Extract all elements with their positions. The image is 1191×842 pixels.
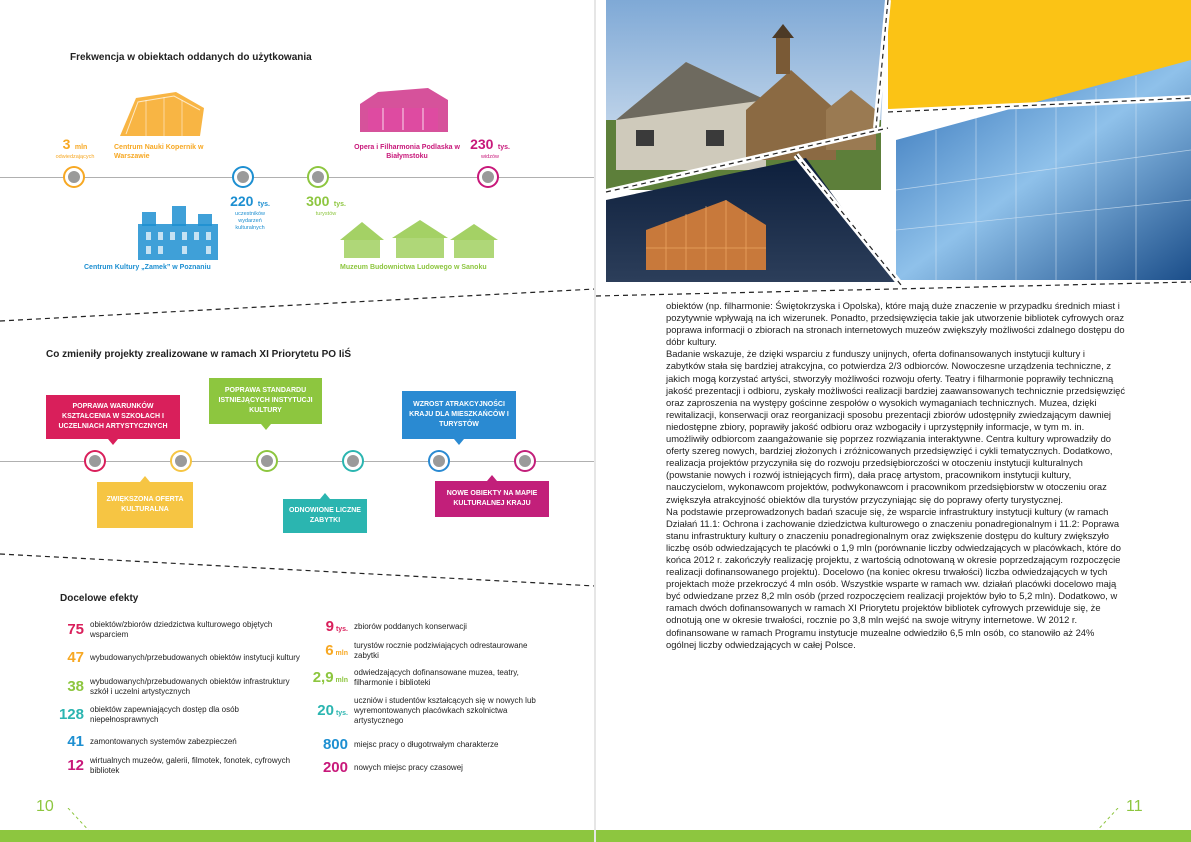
bubble-poprawa-warunkow: POPRAWA WARUNKÓW KSZTAŁCENIA W SZKOŁACH I UCZELNIACH ARTYSTYCZNYCH <box>46 395 180 439</box>
effect-text: zamontowanych systemów zabezpieczeń <box>90 737 237 746</box>
effect-value: 128 <box>58 706 84 723</box>
body-text <box>666 300 1126 651</box>
effect-value: 6 <box>325 642 334 659</box>
stat-unit: tys. <box>497 144 510 151</box>
zamek-illustration <box>134 204 222 262</box>
stat-unit: tys. <box>257 201 270 208</box>
timeline-dot <box>65 168 83 186</box>
bubble-wzrost-atrakcyjnosci: WZROST ATRAKCYJNOŚCI KRAJU DLA MIESZKAŃCÓW I TURYSTÓW <box>402 391 516 439</box>
effect-unit: tys. <box>335 710 348 717</box>
effect-row <box>300 641 554 661</box>
effect-text: odwiedzających dofinansowane muzea, teatry, filharmonie i biblioteki <box>354 668 519 687</box>
effect-number <box>52 649 84 667</box>
stat-desc: widzów <box>480 154 500 160</box>
timeline-dot <box>430 452 448 470</box>
timeline-dot <box>234 168 252 186</box>
bubble-zwiekszona-oferta: ZWIĘKSZONA OFERTA KULTURALNA <box>97 482 193 528</box>
stat-number: 230 <box>470 136 494 152</box>
attendance-stat-3 <box>298 193 354 218</box>
stat-desc: turystów <box>315 211 337 217</box>
left-page <box>0 0 595 842</box>
effect-unit: tys. <box>335 626 348 633</box>
effect-text: zbiorów poddanych konserwacji <box>354 622 467 631</box>
effect-text: wybudowanych/przebudowanych obiektów instytucji kultury <box>90 653 300 662</box>
effect-number <box>300 669 348 687</box>
footer-bar <box>596 830 1191 842</box>
stat-unit: mln <box>74 144 88 151</box>
skansen-illustration <box>340 218 500 260</box>
effect-row <box>300 668 554 688</box>
effect-text: wybudowanych/przebudowanych obiektów infrastruktury szkół i uczelni artystycznych <box>90 677 290 696</box>
stat-number: 3 <box>62 136 71 152</box>
effect-number <box>300 618 348 636</box>
effect-text: turystów rocznie podziwiających odrestaurowane zabytki <box>354 641 528 660</box>
bubble-nowe-obiekty: NOWE OBIEKTY NA MAPIE KULTURALNEJ KRAJU <box>435 481 549 517</box>
opera-illustration <box>358 86 450 134</box>
timeline-dot <box>516 452 534 470</box>
effect-value: 75 <box>67 621 84 638</box>
effect-number <box>52 757 84 775</box>
effect-row <box>52 756 300 776</box>
effect-value: 47 <box>67 649 84 666</box>
effect-number <box>52 621 84 639</box>
effect-value: 38 <box>67 678 84 695</box>
page-number: 11 <box>1126 798 1143 815</box>
timeline-dot <box>258 452 276 470</box>
stat-number: 220 <box>230 193 254 209</box>
effect-value: 800 <box>322 736 348 753</box>
effect-row <box>52 649 300 667</box>
effect-text: uczniów i studentów kształcących się w nowych lub wyremontowanych placówkach szkolnictwa artystycznego <box>354 696 536 725</box>
effect-text: wirtualnych muzeów, galerii, filmotek, fonotek, cyfrowych bibliotek <box>90 756 291 775</box>
attendance-title: Frekwencja w obiektach oddanych do użytkowania <box>70 52 312 63</box>
copernicus-illustration <box>116 88 208 140</box>
effect-unit: mln <box>335 650 348 657</box>
timeline-dot <box>86 452 104 470</box>
effect-text: obiektów/zbiorów dziedzictwa kulturowego objętych wsparciem <box>90 620 273 639</box>
stat-number: 300 <box>306 193 330 209</box>
effect-row <box>52 677 300 697</box>
projects-title: Co zmieniły projekty zrealizowane w ramach XI Priorytetu PO IiŚ <box>46 349 352 360</box>
attendance-stat-4 <box>462 136 518 161</box>
effect-row <box>52 620 300 640</box>
effect-value: 41 <box>67 733 84 750</box>
effect-number <box>300 736 348 754</box>
attendance-stat-2 <box>222 193 278 232</box>
attendance-name-1: Centrum Nauki Kopernik w Warszawie <box>114 144 204 160</box>
section-divider <box>0 550 595 590</box>
timeline-dot <box>344 452 362 470</box>
stat-desc: uczestników wydarzeń kulturalnych <box>235 211 265 231</box>
attendance-name-4: Opera i Filharmonia Podlaska w Białymstoku <box>354 144 460 160</box>
effect-value: 2,9 <box>312 669 334 686</box>
page-number: 10 <box>36 798 54 815</box>
attendance-stat-1 <box>50 136 100 161</box>
timeline-dot <box>309 168 327 186</box>
effect-number <box>300 702 348 720</box>
effect-row <box>52 733 300 751</box>
effect-number <box>52 733 84 751</box>
section-divider <box>0 285 595 325</box>
effect-unit: mln <box>335 677 348 684</box>
effect-value: 200 <box>322 759 348 776</box>
effect-row <box>300 736 554 754</box>
attendance-timeline <box>0 177 595 178</box>
stat-unit: tys. <box>333 201 346 208</box>
effect-row <box>52 705 300 725</box>
paragraph: obiektów (np. filharmonie: Świętokrzyska i Opolska), które mają duże znaczenie w przypadku średnich miast i pozytywnie wpływają na ich wizerunek. Ponadto, przedsięwzięcia takie jak utworzenie bibliotek cyfrowych oraz poprawa informacji o zbiorach na stronach internetowych muzeów zwiększyły możliwości zdalnego dostępu do dóbr kultury. <box>666 300 1125 348</box>
photo-bottom-divider <box>596 280 1191 300</box>
effect-number <box>52 678 84 696</box>
effect-row <box>300 759 554 777</box>
effect-number <box>300 759 348 777</box>
effects-title: Docelowe efekty <box>60 593 139 604</box>
effect-value: 12 <box>67 757 84 774</box>
effect-number <box>52 706 84 724</box>
paragraph: Badanie wskazuje, że dzięki wsparciu z funduszy unijnych, oferta dofinansowanych instytucji kultury i zabytków stała się bardziej atrakcyjna, co potwierdza 2/3 odbiorców. Nowoczesne urządzenia techniczne, z jakich mogą korzystać artyści, stworzyły możliwości rozwoju oferty. Teatry i filharmonie poprawiły techniczną jakość prezentacji i odbioru, zyskały możliwości realizacji bardziej zaawansowanych technicznie przedsięwzięć oraz zaproszenia na występy gościnne zespołów o wysokich wymaganiach technicznych. Muzea, dzięki rewitalizacji, konserwacji oraz reorganizacji sposobu prezentacji zbiorów udostępniły zwiedzającym dawniej niedostępne zbiory, poprawiły jakość odbioru oraz wzbogaciły i uprzystępniły informacje, w tym m. in. umożliwiły odbiorcom zaangażowanie się poprzez rozwiązania interaktywne. Centra kultury wprowadziły do oferty szereg nowych, bardziej złożonych i zróżnicowanych przedsięwzięć i cykli tematycznych. Dodatkowo, realizacja projektów przyczyniła się do rozwoju przedsiębiorczości w otoczeniu instytucji kulturalnych (powstanie nowych i rozwój istniejących firm), dała pracę artystom, pracownikom instytucji kultury, nauczycielom, wykonawcom projektów, podwykonawcom i pracownikom przedsiębiorstw w otoczeniu oraz zwiększyła atrakcyjność obiektów dla turystów przyczyniając się do poprawy oferty turystycznej. <box>666 348 1126 505</box>
stat-desc: odwiedzających <box>55 154 95 160</box>
timeline-dot <box>479 168 497 186</box>
photo-collage <box>596 0 1191 290</box>
effect-text: nowych miejsc pracy czasowej <box>354 763 463 772</box>
timeline-dot <box>172 452 190 470</box>
effect-row <box>300 696 554 726</box>
effect-number <box>300 642 348 660</box>
effect-row <box>300 618 554 636</box>
attendance-name-3: Muzeum Budownictwa Ludowego w Sanoku <box>340 264 487 271</box>
effect-text: obiektów zapewniających dostęp dla osób niepełnosprawnych <box>90 705 239 724</box>
bubble-poprawa-standardu: POPRAWA STANDARDU ISTNIEJĄCYCH INSTYTUCJI KULTURY <box>209 378 322 424</box>
effect-text: miejsc pracy o długotrwałym charakterze <box>354 740 499 749</box>
footer-bar <box>0 830 594 842</box>
bubble-odnowione-zabytki: ODNOWIONE LICZNE ZABYTKI <box>283 499 367 533</box>
effect-value: 9 <box>325 618 334 635</box>
effect-value: 20 <box>317 702 334 719</box>
paragraph: Na podstawie przeprowadzonych badań szacuje się, że wsparcie infrastruktury instytucji kultury (w ramach Działań 11.1: Ochrona i zachowanie dziedzictwa kulturowego o znaczeniu ponadregionalnym i 11.2: Poprawa stanu infrastruktury kultury o znaczeniu ponadregionalnym oraz zwiększenie dostępu do kultury zwiększyło liczbę osób odwiedzających te placówki o 1,9 mln (porównanie liczby odwiedzających w placówkach, które do końca 2012 r. zakończyły realizację projektu, z wartością odnotowaną w okresie poprzedzającym rozpoczęcie realizacji dofinansowanego projektu). Docelowo (na koniec okresu trwałości) liczba odwiedzających w tych projektach może przekroczyć 4 mln osób. Wszystkie wsparte w ramach ww. działań placówki docelowo mają być odwiedzane przez 8,2 mln osób (przed rozpoczęciem realizacji projektów było to 5,2 mln). Dodatkowo, w ramach dwóch dofinansowanych w ramach XI Priorytetu projektów bibliotek cyfrowych przewiduje się, że odnotują one w okresie trwałości, rocznie po 3,8 mln wejść na swoje witryny internetowe. W 2012 r. dofinansowane w ramach Programu instytucje muzealne odwiedziło 6,5 mln osób, co stanowiło aż 24% ogólnej liczby odwiedzających w całej Polsce. <box>666 505 1121 650</box>
attendance-name-2: Centrum Kultury „Zamek” w Poznaniu <box>84 264 211 271</box>
